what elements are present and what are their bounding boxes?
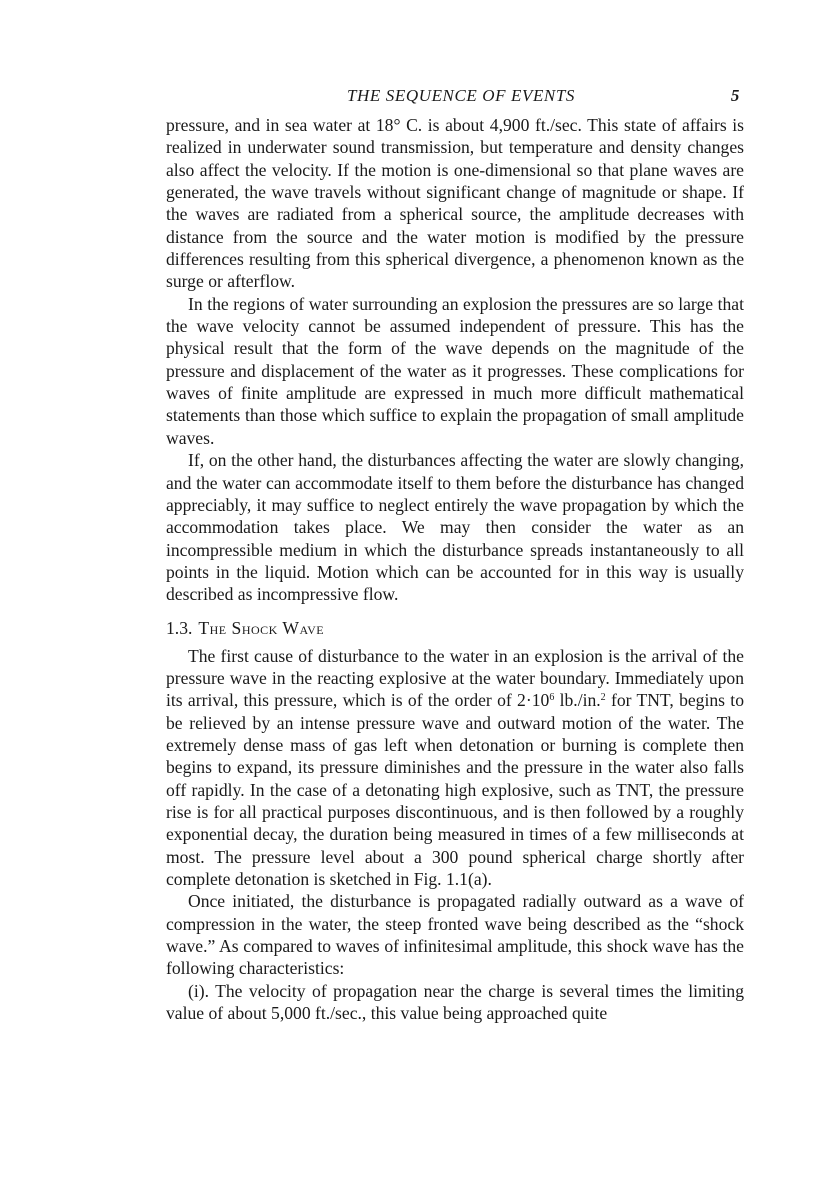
paragraph-first-cause	[166, 645, 744, 891]
list-item-i: (i). The velocity of propagation near the charge is several times the limiting value of about 5,000 ft./sec., this value being approached quite	[166, 980, 744, 1024]
body-text	[166, 114, 744, 1024]
paragraph-finite-amplitude: In the regions of water surrounding an explosion the pressures are so large that the wave velocity cannot be assumed independent of pressure. This has the physical result that the form of the wave depends on the magnitude of the pressure and displacement of the water as it progresses. These complications for waves of finite amplitude are expressed in much more difficult mathematical statements than those which suffice to explain the propagation of small amplitude waves.	[166, 293, 744, 448]
section-heading	[166, 617, 744, 639]
chapter-running-title: THE SEQUENCE OF EVENTS	[346, 86, 576, 105]
text-segment: The first cause of disturbance to the water in an explosion is the arrival of the pressure wave in the reacting explosive at the water boundary. Immediately upon its arrival, this pressure, which is of the order of 2·10	[166, 645, 744, 711]
unit-text: lb./in.	[554, 690, 601, 711]
page-number: 5	[730, 86, 740, 105]
paragraph-incompressive-flow: If, on the other hand, the disturbances affecting the water are slowly changing, and the water can accommodate itself to them before the disturbance has changed appreciably, it may suffice to neglect entirely the wave propagation by which the accommodation takes place. We may then consider the water as an incompressible medium in which the disturbance spreads instantaneously to all points in the liquid. Motion which can be accounted for in this way is usually described as incompressive flow.	[166, 450, 744, 605]
section-number: 1.3.	[166, 617, 193, 638]
unit-exponent: 2	[600, 692, 606, 704]
section-title: The Shock Wave	[198, 617, 325, 638]
exponent: 6	[549, 692, 555, 704]
text-segment: for TNT, begins to be relieved by an intense pressure wave and outward motion of the water. The extremely dense mass of gas left when detonation or burning is complete then begins to expand, its pressure diminishes and the pressure in the water also falls off rapidly. In the case of a detonating high explosive, such as TNT, the pressure rise is for all practical purposes discontinuous, and is then followed by a roughly exponential decay, the duration being measured in times of a few milliseconds at most. The pressure level about a 300 pound spherical charge shortly after complete detonation is sketched in Fig. 1.1(a).	[166, 690, 744, 889]
paragraph-shock-wave-propagation: Once initiated, the disturbance is propagated radially outward as a wave of compression in the water, the steep fronted wave being described as the “shock wave.” As compared to waves of infinitesimal amplitude, this shock wave has the following characteristics:	[166, 891, 744, 979]
paragraph-continued: pressure, and in sea water at 18° C. is about 4,900 ft./sec. This state of affairs is realized in underwater sound transmission, but temperature and density changes also affect the velocity. If the motion is one-dimensional so that plane waves are generated, the wave travels without significant change of magnitude or shape. If the waves are radiated from a spherical source, the amplitude decreases with distance from the source and the water motion is modified by the pressure differences resulting from this spherical divergence, a phenomenon known as the surge or afterflow.	[166, 115, 744, 292]
running-head	[166, 84, 744, 114]
book-page	[166, 84, 744, 1024]
